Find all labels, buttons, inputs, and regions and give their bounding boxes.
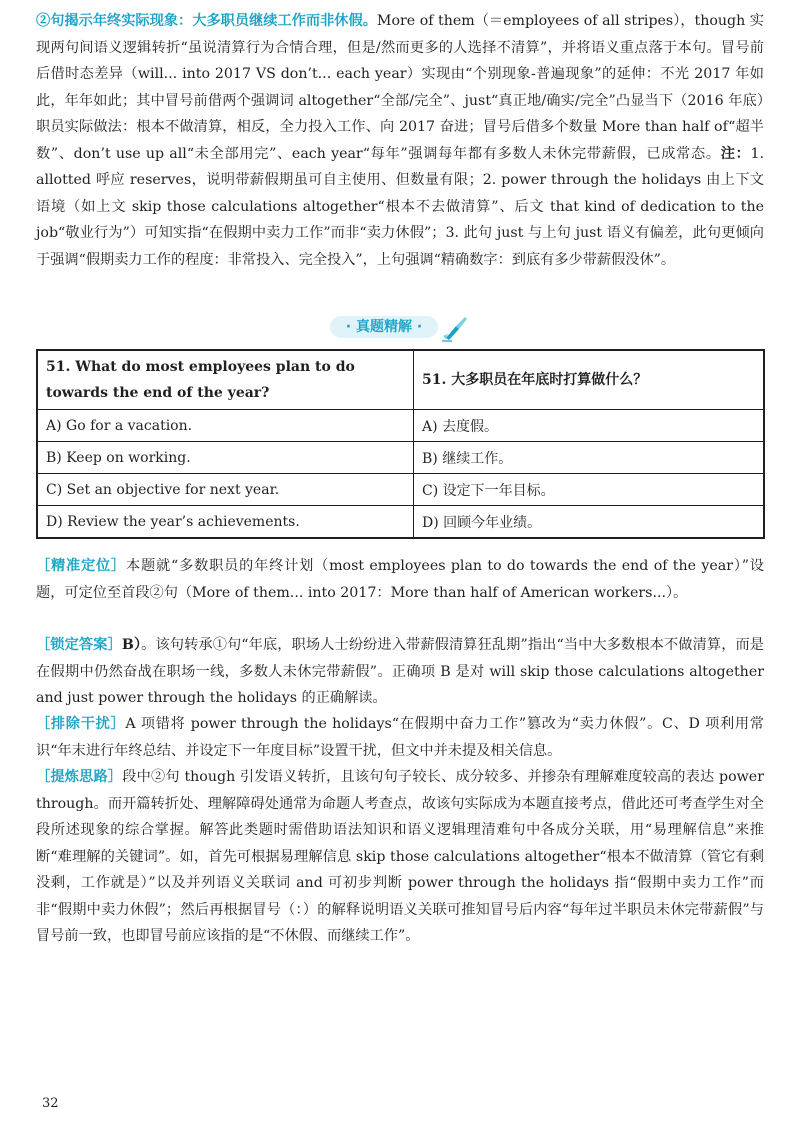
option-b-zh: B) 继续工作。 — [414, 442, 765, 474]
answer-key: B） — [121, 637, 142, 653]
option-d-en: D) Review the year’s achievements. — [37, 506, 414, 539]
option-c-zh: C) 设定下一年目标。 — [414, 474, 765, 506]
exclude-paragraph — [36, 711, 764, 764]
banner-label: · 真题精解 · — [330, 316, 438, 338]
note-body: 1. allotted 呼应 reserves，说明带薪假期虽可自主使用、但数量有限；2. power through the holidays 由上下文语境（如上文 skip those calculations altogether“根本不去做清算”、后文 that kind of dedication to the job“敬业行为”）可知实指“在假期中卖力工作”而非“卖力休假”；3. 此句 just 与上句 just 语义有偏差，此句更倾向于强调“假期卖力工作的程度：非常投入、完全投入”，上句强调“精确数字：到底有多少带薪假没休”。 — [36, 145, 764, 268]
refine-paragraph — [36, 764, 764, 950]
question-zh: 51. 大多职员在年底时打算做什么？ — [414, 350, 765, 410]
option-b-en: B) Keep on working. — [37, 442, 414, 474]
intro-lead: ②句揭示年终实际现象：大多职员继续工作而非休假。 — [36, 13, 377, 29]
locate-tag: ［精准定位］ — [36, 558, 127, 574]
intro-body: More of them（＝employees of all stripes），though 实现两句间语义逻辑转折“虽说清算行为合情合理，但是/然而更多的人选择不清算”，并将语义重点落于本句。冒号前后借时态差异（will... into 2017 VS don’t... each year）实现由“个别现象-普遍现象”的延伸：不光 2017 年如此，年年如此；其中冒号前借两个强调词 altogether“全部/完全”、just“真正地/确实/完全”凸显当下（2016 年底）职员实际做法：根本不做清算，相反，全力投入工作、向 2017 奋进；冒号后借多个数量 More than half of“超半数”、don’t use up all“未全部用完”、each year“每年”强调每年都有多数人未休完带薪假，已成常态。 — [36, 13, 764, 162]
exclude-text: A 项错将 power through the holidays“在假期中奋力工作”篡改为“卖力休假”。C、D 项利用常识“年末进行年终总结、并设定下一年度目标”设置干扰，但文中并未提及相关信息。 — [36, 716, 764, 759]
refine-tag: ［提炼思路］ — [36, 769, 123, 785]
option-a-zh: A) 去度假。 — [414, 410, 765, 442]
intro-paragraph — [36, 8, 764, 273]
option-a-en: A) Go for a vacation. — [37, 410, 414, 442]
answer-paragraph — [36, 632, 764, 712]
section-banner — [330, 314, 470, 340]
exclude-tag: ［排除干扰］ — [36, 716, 126, 732]
refine-text: 段中②句 though 引发语义转折，且该句句子较长、成分较多、并掺杂有理解难度较高的表达 power through。而开篇转折处、理解障碍处通常为命题人考查点，故该句实际成为本题直接考点，借此还可考查学生对全段所述现象的综合掌握。解答此类题时需借助语法知识和语义逻辑理清难句中各成分关联，用“易理解信息”来推断“难理解的关键词”。如，首先可根据易理解信息 skip those calculations altogether“根本不做清算（管它有剩没剩，工作就是）”以及并列语义关联词 and 可初步判断 power through the holidays 指“假期中卖力工作”而非“假期中卖力休假”；然后再根据冒号（：）的解释说明语义关联可推知冒号后内容“每年过半职员未休完带薪假”与冒号前一致，也即冒号前应该指的是“不休假、而继续工作”。 — [36, 769, 764, 944]
option-row-b — [37, 442, 764, 474]
note-label: 注： — [720, 145, 751, 162]
option-row-a — [37, 410, 764, 442]
answer-text: 。该句转承①句“年底，职场人士纷纷进入带薪假清算狂乱期”指出“当中大多数根本不做清算，而是在假期中仍然奋战在职场一线，多数人未休完带薪假”。正确项 B 是对 will skip those calculations altogether and just power through the holidays 的正确解读。 — [36, 637, 764, 706]
option-d-zh: D) 回顾今年业绩。 — [414, 506, 765, 539]
question-row — [37, 350, 764, 410]
option-c-en: C) Set an objective for next year. — [37, 474, 414, 506]
page-number: 32 — [42, 1096, 59, 1111]
brush-icon — [440, 314, 470, 342]
locate-paragraph — [36, 553, 764, 606]
answer-tag: ［锁定答案］ — [36, 637, 122, 653]
option-row-c — [37, 474, 764, 506]
question-table — [36, 349, 765, 539]
locate-text: 本题就“多数职员的年终计划（most employees plan to do towards the end of the year）”设题，可定位至首段②句（More of them... into 2017：More than half of American workers...）。 — [36, 558, 764, 601]
question-en: 51. What do most employees plan to do towards the end of the year? — [37, 350, 414, 410]
option-row-d — [37, 506, 764, 539]
